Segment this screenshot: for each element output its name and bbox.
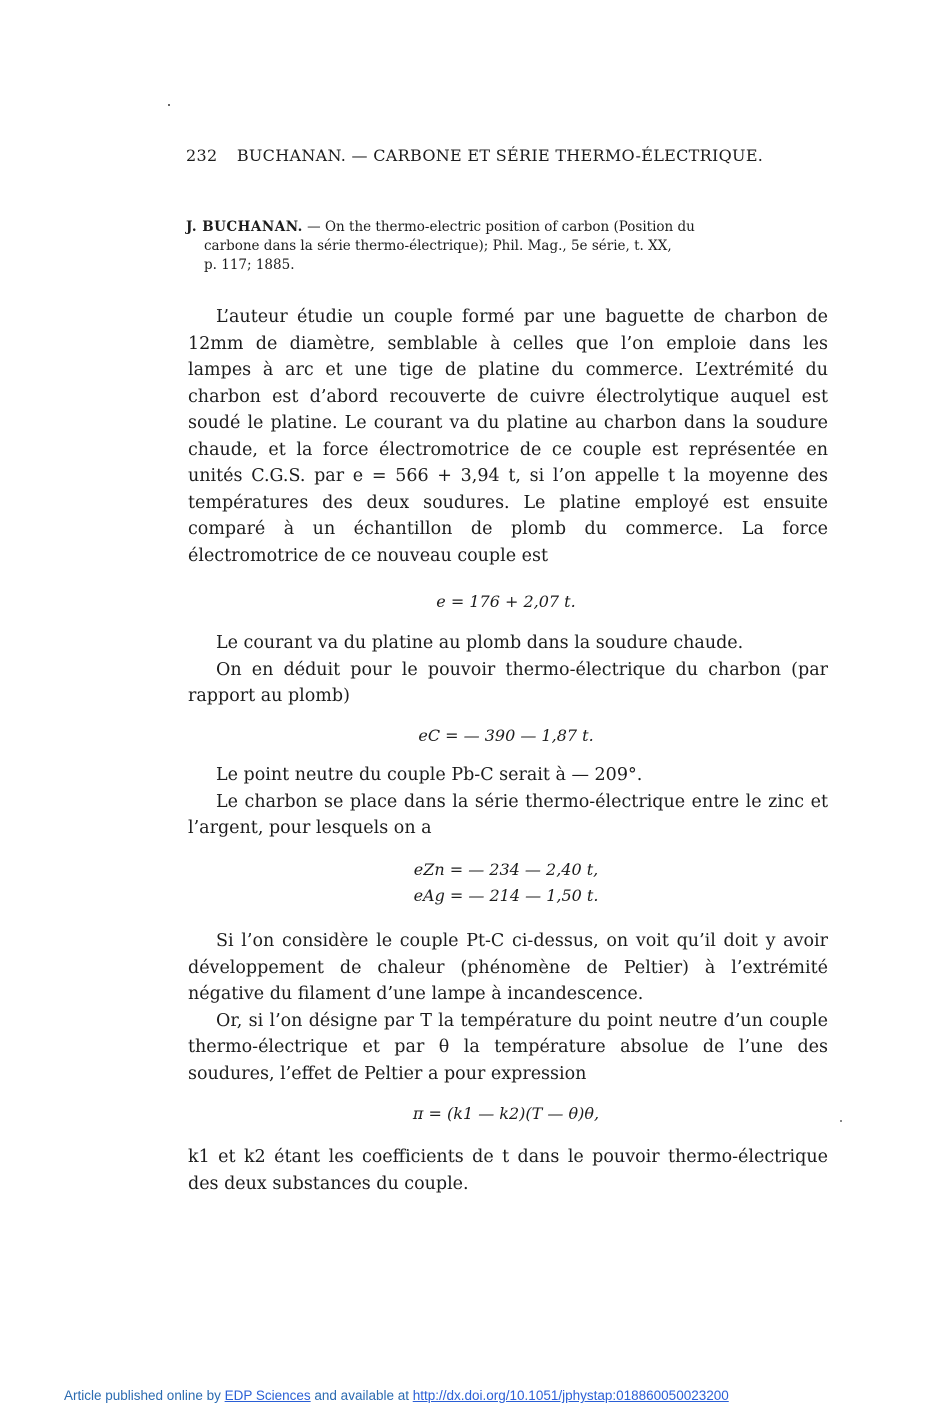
equation-2: eC = — 390 — 1,87 t. (418, 726, 594, 745)
paragraph-text: Le courant va du platine au plomb dans la soudure chaude. (216, 633, 744, 653)
equation-4: eAg = — 214 — 1,50 t. (413, 886, 599, 905)
page-number: 232 (186, 146, 218, 165)
paragraph-text: Or, si l’on désigne par T la température du point neutre d’un couple thermo-électrique et par θ la température absolue de l’une des soudures, l’effet de Peltier a pour expression (188, 1010, 828, 1084)
paragraph-5 (188, 1144, 828, 1197)
scan-mark (840, 1120, 842, 1122)
paragraph-text: k1 et k2 étant les coefficients de t dans le pouvoir thermo-électrique des deux substances du couple. (188, 1147, 828, 1194)
paragraph-1 (188, 304, 828, 569)
equation-1: e = 176 + 2,07 t. (436, 592, 576, 611)
running-header (186, 146, 826, 165)
paragraph-text: L’auteur étudie un couple formé par une baguette de charbon de 12mm de diamètre, semblable à celles que l’on emploie dans les lampes à arc et une tige de platine du commerce. L’extrémité du charbon est d’abord recouverte de cuivre électrolytique auquel est soudé le platine. Le courant va du platine au charbon dans la soudure chaude, et la force électromotrice de ce couple est représentée en unités C.G.S. par e = 566 + 3,94 t, si l’on appelle t la moyenne des températures des deux soudures. Le platine employé est ensuite comparé à un échantillon de plomb du commerce. La force électromotrice de ce nouveau couple est (188, 307, 828, 566)
equation-5: π = (k1 — k2)(T — θ)θ, (412, 1104, 600, 1123)
reference-line-1: — On the thermo-electric position of carbon (Position du (302, 219, 695, 235)
paragraph-text: On en déduit pour le pouvoir thermo-électrique du charbon (par rapport au plomb) (188, 659, 828, 706)
footer-prefix: Article published online by (64, 1388, 225, 1403)
publication-footer (64, 1388, 864, 1403)
reference-author: J. BUCHANAN. (186, 219, 303, 235)
paragraph-3 (188, 762, 828, 842)
running-title: BUCHANAN. — CARBONE ET SÉRIE THERMO-ÉLECTRIQUE. (236, 146, 764, 165)
doi-link[interactable]: http://dx.doi.org/10.1051/jphystap:018860050023200 (412, 1388, 729, 1403)
paragraph-text: Le point neutre du couple Pb-C serait à — 209°. (216, 765, 643, 785)
footer-middle: and available at (310, 1388, 413, 1403)
publisher-link[interactable]: EDP Sciences (224, 1388, 311, 1403)
equation-3: eZn = — 234 — 2,40 t, (413, 860, 599, 879)
paragraph-2 (188, 630, 828, 710)
reference-line-3: p. 117; 1885. (204, 257, 295, 273)
paragraph-4 (188, 928, 828, 1087)
bibliographic-reference (186, 218, 826, 275)
paragraph-text: Le charbon se place dans la série thermo-électrique entre le zinc et l’argent, pour lesquels on a (188, 791, 828, 838)
scan-mark (168, 104, 170, 106)
paragraph-text: Si l’on considère le couple Pt-C ci-dessus, on voit qu’il doit y avoir développement de chaleur (phénomène de Peltier) à l’extrémité négative du filament d’une lampe à incandescence. (188, 931, 828, 1004)
reference-line-2: carbone dans la série thermo-électrique); Phil. Mag., 5e série, t. XX, (204, 238, 672, 254)
